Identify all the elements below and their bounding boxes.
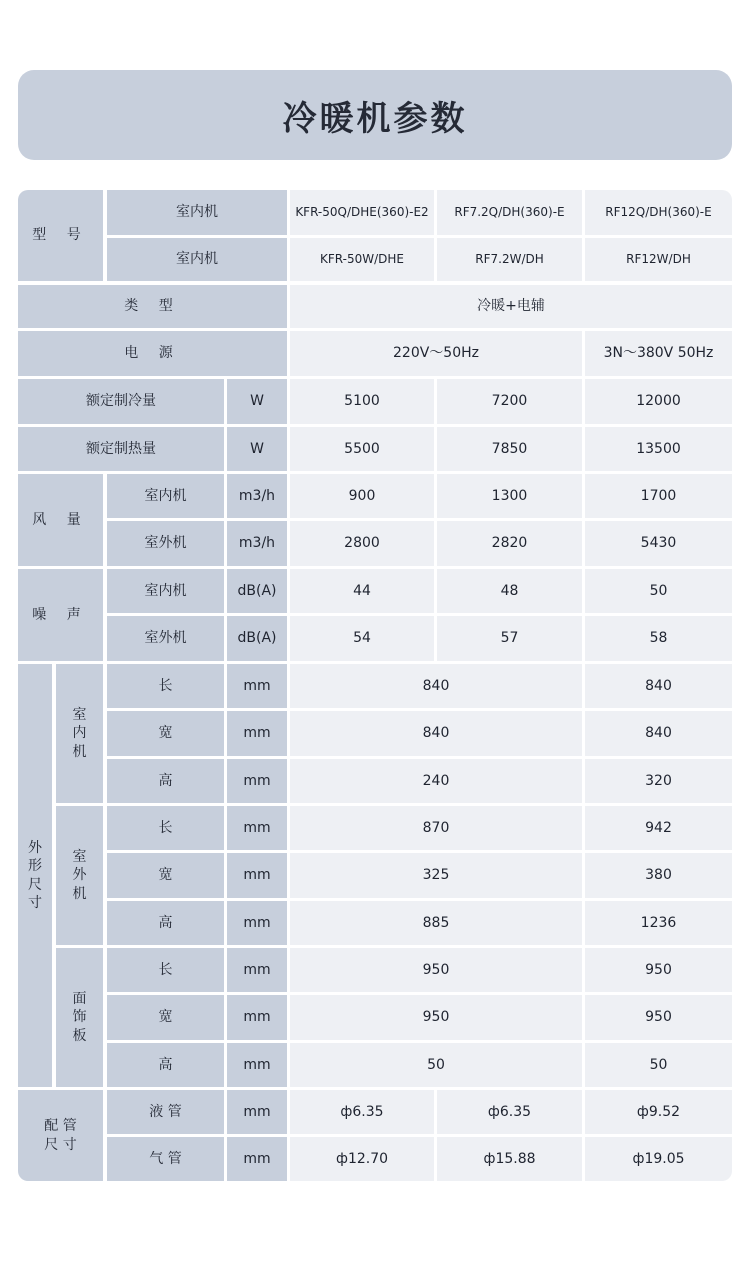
dim-row-unit: mm	[227, 711, 287, 756]
pipe-value: ф9.52	[585, 1090, 732, 1134]
heating-value: 13500	[585, 427, 732, 471]
dim-row-label: 高	[107, 1043, 224, 1087]
dim-row-unit: mm	[227, 901, 287, 945]
dim-row-unit: mm	[227, 759, 287, 803]
airflow-value: 1300	[437, 474, 582, 518]
heating-unit: W	[227, 427, 287, 471]
dim-value: 840	[290, 664, 582, 708]
dim-value: 840	[585, 664, 732, 708]
airflow-indoor-unit: m3/h	[227, 474, 287, 518]
power-value: 220V～50Hz	[290, 331, 582, 376]
power-value: 3N～380V 50Hz	[585, 331, 732, 376]
pipe-value: ф12.70	[290, 1137, 434, 1181]
spec-table	[18, 190, 732, 1181]
airflow-outdoor-label: 室外机	[107, 521, 224, 566]
outdoor-dims-label-char: 室	[72, 849, 87, 866]
dim-value: 840	[585, 711, 732, 756]
airflow-value: 900	[290, 474, 434, 518]
power-label: 电 源	[18, 331, 287, 376]
model-row-1-value: RF7.2Q/DH(360)-E	[437, 190, 582, 235]
indoor-dims-label	[56, 664, 103, 803]
dimensions-label-char: 形	[28, 858, 42, 875]
noise-outdoor-unit: dB(A)	[227, 616, 287, 661]
cooling-unit: W	[227, 379, 287, 424]
model-row-2-label: 室内机	[107, 238, 287, 281]
dim-value: 885	[290, 901, 582, 945]
model-row-1-value: RF12Q/DH(360)-E	[585, 190, 732, 235]
dim-value: 50	[290, 1043, 582, 1087]
dim-value: 240	[290, 759, 582, 803]
outdoor-dims-label-char: 外	[72, 867, 87, 884]
dim-value: 380	[585, 853, 732, 898]
panel-dims-label-char: 面	[72, 991, 87, 1008]
model-row-2-value: RF12W/DH	[585, 238, 732, 281]
noise-value: 44	[290, 569, 434, 613]
dim-value: 950	[290, 948, 582, 992]
dim-row-unit: mm	[227, 948, 287, 992]
dim-value: 942	[585, 806, 732, 850]
panel-dims-label-char: 板	[72, 1027, 87, 1044]
dim-row-label: 宽	[107, 711, 224, 756]
airflow-value: 2800	[290, 521, 434, 566]
dim-row-unit: mm	[227, 664, 287, 708]
dim-value: 325	[290, 853, 582, 898]
dim-value: 840	[290, 711, 582, 756]
noise-value: 57	[437, 616, 582, 661]
airflow-outdoor-unit: m3/h	[227, 521, 287, 566]
model-row-2-value: KFR-50W/DHE	[290, 238, 434, 281]
cooling-value: 5100	[290, 379, 434, 424]
pipe-value: ф6.35	[437, 1090, 582, 1134]
noise-indoor-unit: dB(A)	[227, 569, 287, 613]
pipe-liquid-unit: mm	[227, 1090, 287, 1134]
panel-dims-label-char: 饰	[72, 1009, 87, 1026]
noise-value: 48	[437, 569, 582, 613]
type-label: 类 型	[18, 285, 287, 328]
airflow-value: 5430	[585, 521, 732, 566]
airflow-value: 2820	[437, 521, 582, 566]
dim-row-label: 宽	[107, 853, 224, 898]
model-row-1-label: 室内机	[107, 190, 287, 235]
heating-value: 5500	[290, 427, 434, 471]
dimensions-label-char: 寸	[28, 894, 42, 911]
dim-row-label: 高	[107, 901, 224, 945]
dim-value: 1236	[585, 901, 732, 945]
dim-row-label: 长	[107, 806, 224, 850]
dim-row-unit: mm	[227, 853, 287, 898]
pipe-gas-unit: mm	[227, 1137, 287, 1181]
model-row-1-value: KFR-50Q/DHE(360)-E2	[290, 190, 434, 235]
outdoor-dims-label	[56, 806, 103, 945]
model-group-label: 型 号	[18, 190, 103, 281]
panel-dims-label	[56, 948, 103, 1087]
dimensions-group-label	[18, 664, 52, 1087]
noise-outdoor-label: 室外机	[107, 616, 224, 661]
type-value: 冷暖+电辅	[290, 285, 732, 328]
dimensions-label-char: 尺	[28, 876, 42, 893]
dim-row-unit: mm	[227, 806, 287, 850]
cooling-label: 额定制冷量	[18, 379, 224, 424]
pipe-gas-label: 气 管	[107, 1137, 224, 1181]
dim-value: 50	[585, 1043, 732, 1087]
dimensions-label-char: 外	[28, 840, 42, 857]
airflow-indoor-label: 室内机	[107, 474, 224, 518]
airflow-group-label: 风 量	[18, 474, 103, 566]
dim-row-unit: mm	[227, 1043, 287, 1087]
dim-row-label: 高	[107, 759, 224, 803]
dim-row-label: 宽	[107, 995, 224, 1040]
noise-value: 50	[585, 569, 732, 613]
pipe-value: ф15.88	[437, 1137, 582, 1181]
noise-indoor-label: 室内机	[107, 569, 224, 613]
dim-row-unit: mm	[227, 995, 287, 1040]
pipe-value: ф19.05	[585, 1137, 732, 1181]
page-title: 冷暖机参数	[282, 98, 468, 139]
dim-value: 950	[585, 948, 732, 992]
heating-value: 7850	[437, 427, 582, 471]
noise-value: 58	[585, 616, 732, 661]
pipe-liquid-label: 液 管	[107, 1090, 224, 1134]
noise-group-label: 噪 声	[18, 569, 103, 661]
indoor-dims-label-char: 机	[72, 743, 87, 760]
cooling-value: 7200	[437, 379, 582, 424]
title-banner	[18, 70, 732, 160]
dim-value: 950	[585, 995, 732, 1040]
outdoor-dims-label-char: 机	[72, 885, 87, 902]
dim-value: 950	[290, 995, 582, 1040]
dim-row-label: 长	[107, 948, 224, 992]
pipe-value: ф6.35	[290, 1090, 434, 1134]
pipes-group-label	[18, 1090, 103, 1181]
pipes-label-line: 尺 寸	[44, 1136, 77, 1153]
cooling-value: 12000	[585, 379, 732, 424]
airflow-value: 1700	[585, 474, 732, 518]
indoor-dims-label-char: 室	[72, 707, 87, 724]
dim-value: 320	[585, 759, 732, 803]
model-row-2-value: RF7.2W/DH	[437, 238, 582, 281]
dim-value: 870	[290, 806, 582, 850]
heating-label: 额定制热量	[18, 427, 224, 471]
pipes-label-line: 配 管	[44, 1118, 77, 1135]
indoor-dims-label-char: 内	[72, 725, 87, 742]
noise-value: 54	[290, 616, 434, 661]
dim-row-label: 长	[107, 664, 224, 708]
